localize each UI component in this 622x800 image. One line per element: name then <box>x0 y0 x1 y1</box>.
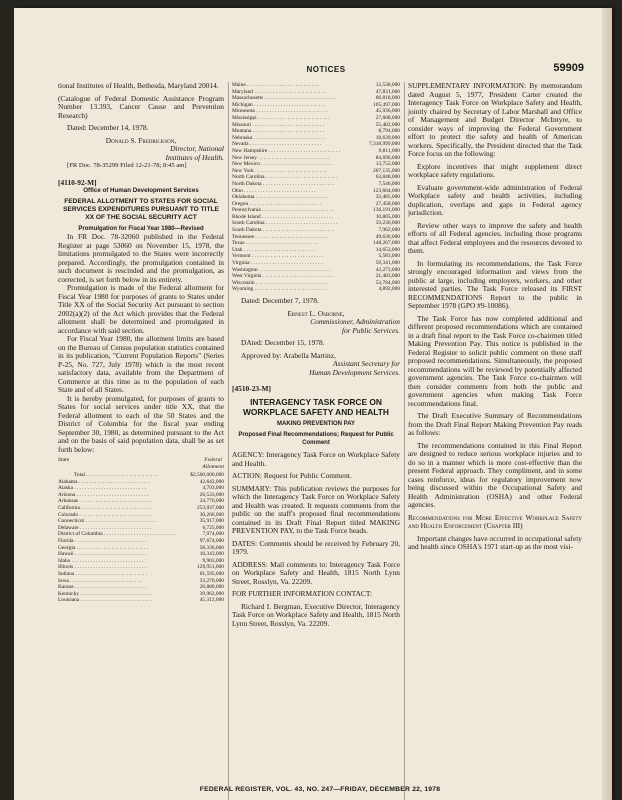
table-row <box>58 498 224 505</box>
notice-title: FEDERAL ALLOTMENT TO STATES FOR SOCIAL SERVICES EXPENDITURES PURSUANT TO TITLE XX OF THE SOCIAL SECURITY ACT <box>63 197 219 221</box>
document-tag: [4110-92-M] <box>58 177 97 187</box>
state-name: California . . . <box>58 505 187 512</box>
page-header <box>56 62 596 78</box>
state-allotment: 9,811,000 <box>378 147 400 154</box>
column-3 <box>408 82 582 552</box>
table-row <box>232 201 400 208</box>
state-allotment: 253,037,000 <box>197 504 224 511</box>
state-name: Minnesota . . . <box>232 108 363 115</box>
table-row <box>232 188 400 195</box>
state-name: Utah . . . <box>232 247 363 254</box>
state-allotment: 84,696,000 <box>375 154 400 161</box>
state-allotment: 4,892,000 <box>378 286 400 293</box>
dated-line: DAted: December 15, 1978. <box>241 338 325 347</box>
state-name: Tennessee . . . <box>232 234 363 241</box>
state-allotment: 26,533,000 <box>199 491 224 498</box>
signature-name: Donald S. Fredrickson, <box>105 135 177 145</box>
total-value: $2,500,000,000 <box>190 472 224 478</box>
state-name: Connecticut . . . <box>58 518 187 525</box>
state-name: Iowa . . . <box>58 578 187 585</box>
table-col-allotment <box>202 457 224 471</box>
state-allotment: 30,266,000 <box>199 511 224 518</box>
state-allotment: 58,336,000 <box>199 544 224 551</box>
state-name: Alaska . . . <box>58 485 187 492</box>
state-name: Wyoming . . . <box>232 286 363 293</box>
dated-line: Dated: December 14, 1978. <box>67 123 149 132</box>
table-row <box>232 181 400 188</box>
text-paragraph: (Catalogue of Federal Domestic Assistance Program Number 13.393, Cancer Cause and Prevention Research) <box>58 93 224 120</box>
state-allotment: 27,458,000 <box>375 200 400 207</box>
table-row <box>232 115 400 122</box>
state-name: New Hampshire . . . <box>232 148 363 155</box>
action-line: ACTION: Request for Public Comment. <box>232 471 352 480</box>
list-item: Explore incentives that might supplement direct workplace safety regulations. <box>408 161 582 179</box>
state-name: Pennsylvania . . . <box>232 207 363 214</box>
text-paragraph: It is hereby promulgated, for purposes of grants to States for social services under title XX, that the Federal allotment to each of the 50 States and the District of Columbia for the fiscal year ending September 30, 1980, as determined pursuant to the Act and on the basis of said population data, shall be as set forth below: <box>58 393 224 454</box>
state-allotment: 59,341,000 <box>375 260 400 267</box>
text-paragraph: tional Institutes of Health, Bethesda, Maryland 20014. <box>58 81 219 90</box>
fr-doc-line: [FR Doc. 78-35299 Filed 12-21-78; 8:45 am] <box>67 162 187 169</box>
state-name: New Mexico . . . <box>232 161 363 168</box>
state-name: Virginia . . . <box>232 260 363 267</box>
state-allotment: 26,880,000 <box>199 584 224 591</box>
table-row <box>232 155 400 162</box>
dated-line: Dated: December 7, 1978. <box>241 296 319 305</box>
table-row <box>58 564 224 571</box>
table-row <box>232 207 400 214</box>
table-row <box>58 525 224 532</box>
table-row <box>232 141 400 148</box>
state-allotment: 12,538,000 <box>375 82 400 88</box>
text-paragraph: The recommendations contained in this Final Report are designed to reduce serious workplace injuries and to do so in a manner which is more cost-effective than the present Federal approach. They compliment, and in some cases reinforce, ideas for regulatory improvement now being discussed within the Occupational Safety and Health Administration (OSHA) and other Federal agencies. <box>408 440 582 509</box>
state-name: Florida . . . <box>58 538 187 545</box>
table-row <box>232 253 400 260</box>
table-row <box>232 102 400 109</box>
text-paragraph: The Draft Executive Summary of Recommendations from the Draft Final Report Making Prevention Pay reads as follows: <box>408 411 582 437</box>
state-name: Montana . . . <box>232 128 363 135</box>
summary-paragraph: SUMMARY: This publication reviews the purposes for which the Interagency Task Force on Workplace Safety and Health was created. It requests comments from the public on the staff's proposed final recommendations contained in its Draft Final Report titled MAKING PREVENTION PAY, to the Task Force heads. <box>232 483 400 535</box>
contact-heading: FOR FURTHER INFORMATION CONTACT: <box>232 589 373 598</box>
state-allotment: 39,962,000 <box>199 590 224 597</box>
state-name: South Carolina . . . <box>232 220 363 227</box>
column-1 <box>58 82 224 604</box>
table-row <box>232 128 400 135</box>
table-row <box>58 558 224 565</box>
state-allotment: 45,312,000 <box>199 597 224 604</box>
table-col-allotment-line1: Federal <box>204 457 222 463</box>
table-row <box>58 597 224 604</box>
table-row <box>232 161 400 168</box>
state-allotment: 63,848,000 <box>375 174 400 181</box>
state-name: Kansas . . . <box>58 584 187 591</box>
table-row <box>232 174 400 181</box>
table-row <box>232 89 400 96</box>
state-name: Hawaii . . . <box>58 551 187 558</box>
page-number: 59909 <box>553 62 584 74</box>
signature-name: Ernest L. Osborne, <box>287 308 345 318</box>
section-heading: Recommendations for More Effective Workplace Safety and Health Enforcement (Chapter III) <box>408 512 582 530</box>
dates-paragraph: DATES: Comments should be received by February 20, 1979. <box>232 538 400 556</box>
state-name: Ohio . . . <box>232 188 363 195</box>
state-name: Kentucky . . . <box>58 591 187 598</box>
agency-name: Office of Human Development Services <box>83 187 199 194</box>
notice-subtitle: Proposed Final Recommendations; Request for Public Comment <box>238 432 394 446</box>
table-row <box>232 286 400 293</box>
state-allotment: 49,630,000 <box>375 233 400 240</box>
signature-title: Assistant Secretary for <box>332 359 400 368</box>
state-allotment: 35,917,000 <box>199 518 224 525</box>
state-name: Washington . . . <box>232 267 363 274</box>
table-row <box>58 538 224 545</box>
notice-subtitle: MAKING PREVENTION PAY <box>276 420 355 427</box>
state-name: Idaho . . . <box>58 558 187 565</box>
page-footer: FEDERAL REGISTER, VOL. 43, NO. 247—FRIDAY, DECEMBER 22, 1978 <box>199 786 441 793</box>
table-row <box>58 492 224 499</box>
state-name: District of Columbia . . . <box>58 531 187 538</box>
table-row <box>232 168 400 175</box>
signature-title: Institutes of Health. <box>165 152 224 162</box>
text-paragraph: In formulating its recommendations, the Task Force strongly encouraged information and views from the public at large, including employers, workers, and other interested parties. The Task Force released its FIRST RECOMMENDATIONS Report to the public in September 1978 (GPO #9-10086). <box>408 258 582 310</box>
state-allotment: 32,485,000 <box>375 194 400 201</box>
state-allotment: 55,482,000 <box>375 121 400 128</box>
state-allotment: 66,818,000 <box>375 95 400 102</box>
state-allotment: 42,642,000 <box>199 478 224 485</box>
text-paragraph: The Task Force has now completed additional and different proposed recommendations which are contained in a draft final report to the Task Force co-chairmen titled Making Prevention Pay. This notice is published in the Federal Register to solicit public comment on these staff proposed recommendations. Simultaneously, the proposed recommendations will be reviewed by potentially affected government agencies. The Task Force co-chairmen will then consider comments from both the public and government agencies when making Task Force recommendations final. <box>408 313 582 408</box>
list-item: Review other ways to improve the safety and health efforts of all Federal agencies, including those programs that affect Federal employees and the resources devoted to them. <box>408 220 582 255</box>
table-col-allotment-line2: Allotment <box>202 464 224 470</box>
text-paragraph: In FR Doc. 78-32060 published in the Federal Register at page 53060 on November 15, 1978, the limitations promulgated to the States were incorrectly prepared. Accordingly, the promulgation contained in such document is rescinded and the promulgation, as corrected, is set forth below in its entirety. <box>58 232 224 284</box>
table-row <box>232 82 400 89</box>
state-allotment: 7,318,999,000 <box>369 141 400 148</box>
table-row <box>232 240 400 247</box>
table-row <box>58 485 224 492</box>
state-name: Arizona . . . <box>58 492 187 499</box>
address-paragraph: ADDRESS: Mail comments to: Interagency Task Force on Workplace Safety and Health, 1815 North Lynn Street, Rosslyn, Va. 22209. <box>232 559 400 586</box>
table-row <box>232 95 400 102</box>
column-2 <box>232 82 400 628</box>
table-row <box>58 479 224 486</box>
state-name: Massachusetts . . . <box>232 95 363 102</box>
table-row-total <box>58 471 224 479</box>
section-title: NOTICES <box>306 65 346 74</box>
approved-line: Approved by: Arabella Martinz, <box>241 350 336 360</box>
state-allotment: 47,831,000 <box>375 88 400 95</box>
table-row <box>232 234 400 241</box>
table-row <box>232 122 400 129</box>
contact-paragraph: Richard I. Bergman, Executive Director, Interagency Task Force on Workplace Safety and Health, 1815 North Lynn Street, Rosslyn, Va. 22209. <box>232 601 400 628</box>
state-name: Louisiana . . . <box>58 597 187 604</box>
text-paragraph: For Fiscal Year 1980, the allotment limits are based on the Bureau of Census population statistics contained in its publication, "Current Population Reports" (Series P-25, No. 727, July 1978) which is the most recent satisfactory data, available from the Department of Commerce at this time as to the population of each State and of all States. <box>58 334 224 394</box>
state-name: New Jersey . . . <box>232 155 363 162</box>
table-row <box>58 531 224 538</box>
state-name: Arkansas . . . <box>58 498 187 505</box>
state-name: Nevada . . . <box>232 141 363 148</box>
state-allotment: 33,236,000 <box>375 220 400 227</box>
table-header <box>58 457 224 470</box>
table-row <box>232 227 400 234</box>
state-name: Missouri . . . <box>232 122 363 129</box>
state-name: New York . . . <box>232 168 363 175</box>
state-allotment: 21,483,000 <box>375 273 400 280</box>
column-divider <box>228 82 229 800</box>
state-allotment: 33,270,000 <box>199 577 224 584</box>
state-name: Alabama . . . <box>58 479 187 486</box>
state-name: Vermont . . . <box>232 253 363 260</box>
table-row <box>58 591 224 598</box>
state-allotment: 123,664,000 <box>373 187 400 194</box>
document-page <box>14 8 612 800</box>
state-allotment: 8,794,000 <box>378 128 400 135</box>
text-paragraph: Promulgation is made of the Federal allotment for Fiscal Year 1980 for purposes of grants to States under Title XX of the Social Security Act pursuant to section 2002(a)(2) of the Act which provides that the Federal allotment shall be determined and promulgated in accordance with said section. <box>58 283 224 335</box>
state-name: Maryland . . . <box>232 89 363 96</box>
state-name: West Virginia . . . <box>232 273 363 280</box>
state-allotment: 136,191,000 <box>373 207 400 214</box>
state-allotment: 7,974,000 <box>202 531 224 538</box>
table-row <box>232 273 400 280</box>
table-row <box>58 518 224 525</box>
table-row <box>58 545 224 552</box>
state-allotment: 14,653,000 <box>375 246 400 253</box>
table-row <box>58 512 224 519</box>
state-name: Wisconsin . . . <box>232 280 363 287</box>
state-name: Oklahoma . . . <box>232 194 363 201</box>
table-row <box>58 505 224 512</box>
state-name: Maine . . . <box>232 82 363 89</box>
document-tag: [4510-23-M] <box>232 384 271 393</box>
column-divider <box>404 82 405 800</box>
state-allotment: 4,703,000 <box>202 485 224 492</box>
state-name: South Dakota . . . <box>232 227 363 234</box>
state-name: Michigan . . . <box>232 102 363 109</box>
notice-subtitle: Promulgation for Fiscal Year 1980—Revised <box>78 225 204 232</box>
state-name: Illinois . . . <box>58 564 187 571</box>
state-allotment: 207,135,000 <box>373 167 400 174</box>
state-allotment: 10,805,000 <box>375 213 400 220</box>
table-row <box>232 280 400 287</box>
state-allotment: 7,962,000 <box>378 227 400 234</box>
table-row <box>232 108 400 115</box>
table-row <box>232 194 400 201</box>
table-row <box>232 247 400 254</box>
state-allotment: 7,546,000 <box>378 180 400 187</box>
state-allotment: 129,951,000 <box>197 564 224 571</box>
table-row <box>232 267 400 274</box>
page-edge <box>602 8 612 800</box>
signature-title: Director, National <box>170 144 224 153</box>
state-name: Oregon . . . <box>232 201 363 208</box>
state-name: Delaware . . . <box>58 525 187 532</box>
state-allotment: 6,725,000 <box>202 524 224 531</box>
state-allotment: 42,273,000 <box>375 266 400 273</box>
state-name: Rhode Island . . . <box>232 214 363 221</box>
table-row <box>232 135 400 142</box>
state-allotment: 10,343,000 <box>199 551 224 558</box>
table-row <box>232 260 400 267</box>
signature-title: Human Development Services. <box>309 367 400 377</box>
state-allotment: 13,752,000 <box>375 161 400 168</box>
state-name: Nebraska . . . <box>232 135 363 142</box>
state-allotment: 5,583,000 <box>378 253 400 260</box>
state-allotment: 45,936,000 <box>375 108 400 115</box>
table-row <box>58 584 224 591</box>
state-allotment: 53,784,000 <box>375 279 400 286</box>
state-allotment: 97,674,000 <box>199 537 224 544</box>
supplementary-info: SUPPLEMENTARY INFORMATION: By memorandum dated August 5, 1977, President Carter created the Interagency Task Force on Workplace Safety and Health, jointly chaired by Secretary of Labor Marshall and Office of Management and Budget Director McIntyre, to consider ways of improving the Federal Government effort to protect the safety and health of American workers. Specifically, the President directed that the Task Force focus on the following: <box>408 81 582 158</box>
agency-line: AGENCY: Interagency Task Force on Workplace Safety and Health. <box>232 450 400 468</box>
state-name: North Carolina . . . <box>232 174 363 181</box>
text-paragraph: Important changes have occurred in occupational safety and health since OSHA's 1971 start-up as the most visi- <box>408 533 582 551</box>
state-name: North Dakota . . . <box>232 181 363 188</box>
signature-title: for Public Services. <box>341 325 400 335</box>
state-allotment: 24,776,000 <box>199 498 224 505</box>
state-allotment: 27,608,000 <box>375 114 400 121</box>
signature-title: Commissioner, Administration <box>310 317 400 326</box>
allotment-table-continued <box>232 82 400 293</box>
total-label: Total . . . <box>58 471 187 479</box>
notice-title: INTERAGENCY TASK FORCE ON WORKPLACE SAFETY AND HEALTH <box>243 396 389 417</box>
state-name: Colorado . . . <box>58 512 187 519</box>
state-name: Indiana . . . <box>58 571 187 578</box>
table-col-state: State <box>58 457 70 463</box>
table-row <box>232 148 400 155</box>
state-allotment: 148,267,000 <box>373 240 400 247</box>
state-name: Georgia . . . <box>58 545 187 552</box>
state-allotment: 9,903,000 <box>202 557 224 564</box>
state-allotment: 61,595,000 <box>199 570 224 577</box>
table-row <box>232 214 400 221</box>
state-name: Texas . . . <box>232 240 363 247</box>
table-row <box>58 571 224 578</box>
allotment-table <box>58 471 224 604</box>
state-name: Mississippi . . . <box>232 115 363 122</box>
table-row <box>232 220 400 227</box>
table-row <box>58 551 224 558</box>
state-allotment: 18,639,000 <box>375 134 400 141</box>
list-item: Evaluate government-wide administration of Federal Workplace safety and health activities, including duplication, overlaps and gaps in Federal agency jurisdiction. <box>408 182 582 217</box>
table-row <box>58 578 224 585</box>
state-allotment: 105,497,000 <box>373 101 400 108</box>
